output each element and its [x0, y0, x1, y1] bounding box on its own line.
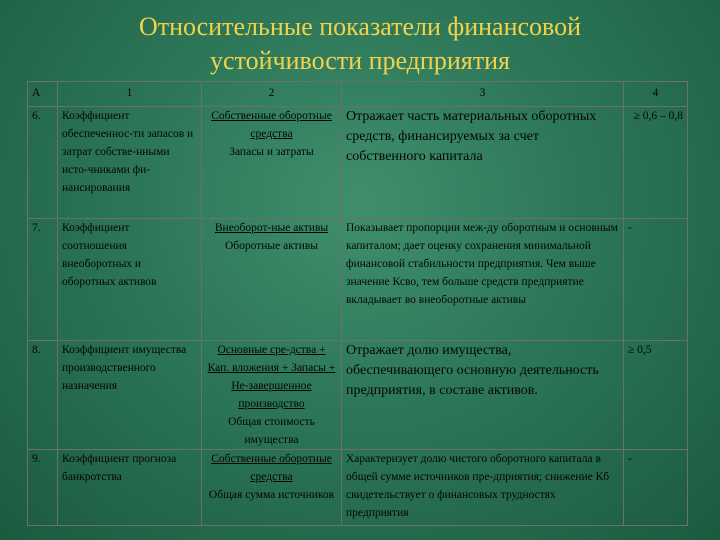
indicator-description: Отражает часть материальных оборотных средств, финансируемых за счет собственного капитала: [342, 107, 624, 219]
formula-cell: [202, 450, 342, 526]
formula-numerator: Основные сре-дства + Кап. вложения + Запасы + Не-завершенное производство: [207, 344, 336, 410]
header-cell: 2: [202, 82, 342, 107]
norm-value: -: [624, 450, 688, 526]
norm-value: -: [624, 219, 688, 341]
formula-numerator: Собственные оборотные средства: [211, 453, 332, 483]
title-line-1: Относительные показатели финансовой: [138, 12, 582, 41]
table-row: [28, 450, 688, 526]
row-number: 6.: [28, 107, 58, 219]
formula-cell: [202, 107, 342, 219]
indicator-name: Коэффициент соотношения внеоборотных и оборотных активов: [58, 219, 202, 341]
formula-denominator: Запасы и затраты: [229, 146, 314, 158]
formula-numerator: Внеоборот-ные активы: [214, 222, 329, 234]
title-line-2: устойчивости предприятия: [210, 46, 510, 75]
formula-denominator: Оборотные активы: [224, 240, 319, 252]
table-row: [28, 341, 688, 450]
row-number: 7.: [28, 219, 58, 341]
indicator-name: Коэффициент имущества производственного назначения: [58, 341, 202, 450]
formula-denominator: Общая стоимость имущества: [228, 416, 315, 446]
header-cell: 1: [58, 82, 202, 107]
formula-denominator: Общая сумма источников: [208, 489, 335, 501]
norm-value: ≥ 0,5: [624, 341, 688, 450]
indicator-description: Характеризует долю чистого оборотного капитала в общей сумме источников пре-дприятия; снижение Кб свидетельствует о финансовых трудностях предприятия: [342, 450, 624, 526]
table-row: [28, 107, 688, 219]
indicator-description: Показывает пропорции меж-ду оборотным и основным капиталом; дает оценку сохранения минимальной финансовой стабильности предприятия. Чем выше значение Ксво, тем больше средств предприятие вкладывает во внеоборотные активы: [342, 219, 624, 341]
header-cell: 3: [342, 82, 624, 107]
indicator-name: Коэффициент прогноза банкротства: [58, 450, 202, 526]
indicators-table: [27, 81, 688, 526]
indicator-description: Отражает долю имущества, обеспечивающего основную деятельность предприятия, в составе активов.: [342, 341, 624, 450]
table-row: [28, 219, 688, 341]
formula-numerator: Собственные оборотные средства: [211, 110, 332, 140]
formula-cell: [202, 341, 342, 450]
header-cell: 4: [624, 82, 688, 107]
norm-value: ≥ 0,6 – 0,8: [624, 107, 688, 219]
indicator-name: Коэффициент обеспеченнос-ти запасов и затрат собстве-нными исто-чниками фи-нансирования: [58, 107, 202, 219]
formula-cell: [202, 219, 342, 341]
header-cell: А: [28, 82, 58, 107]
row-number: 9.: [28, 450, 58, 526]
slide-title: [40, 10, 680, 78]
row-number: 8.: [28, 341, 58, 450]
header-row: [28, 82, 688, 107]
